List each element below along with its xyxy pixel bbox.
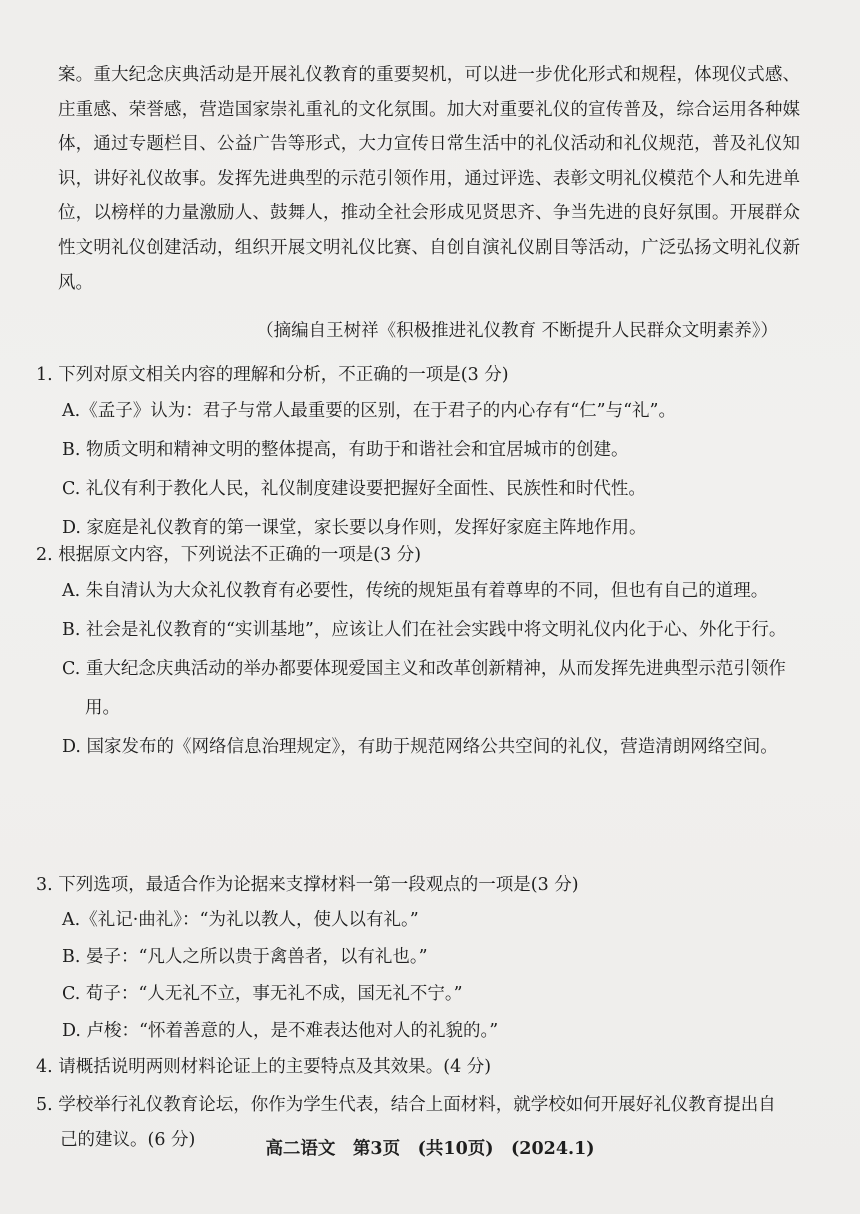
question-stem: 2. 根据原文内容，下列说法不正确的一项是(3 分) xyxy=(36,545,422,565)
passage-paragraph: 案。重大纪念庆典活动是开展礼仪教育的重要契机，可以进一步优化形式和规程，体现仪式感、庄重感、荣誉感，营造国家崇礼重礼的文化氛围。加大对重要礼仪的宣传普及，综合运用各种媒体，通过专题栏目、公益广告等形式，大力宣传日常生活中的礼仪活动和礼仪规范，普及礼仪知识，讲好礼仪故事。发挥先进典型的示范引领作用，通过评选、表彰文明礼仪模范个人和先进单位，以榜样的力量激励人、鼓舞人，推动全社会形成见贤思齐、争当先进的良好氛围。开展群众性文明礼仪创建活动，组织开展文明礼仪比赛、自创自演礼仪剧目等活动，广泛弘扬文明礼仪新风。 xyxy=(58,65,800,293)
question-3 xyxy=(36,868,796,1050)
option-b: B. 社会是礼仪教育的“实训基地”，应该让人们在社会实践中将文明礼仪内化于心、外化于行。 xyxy=(62,620,787,640)
option-b: B. 晏子：“凡人之所以贵于禽兽者，以有礼也。” xyxy=(62,947,428,967)
option-a: A. 朱自清认为大众礼仪教育有必要性，传统的规矩虽有着尊卑的不同，但也有自己的道理。 xyxy=(62,581,769,601)
option-c: C. 重大纪念庆典活动的举办都要体现爱国主义和改革创新精神，从而发挥先进典型示范引领作用。 xyxy=(62,659,786,718)
question-4 xyxy=(36,1050,796,1084)
question-stem: 5. 学校举行礼仪教育论坛，你作为学生代表，结合上面材料，就学校如何开展好礼仪教育提出自己的建议。(6 分) xyxy=(36,1095,776,1150)
option-d: D. 卢梭：“怀着善意的人，是不难表达他对人的礼貌的。” xyxy=(62,1021,499,1041)
question-stem: 3. 下列选项，最适合作为论据来支撑材料一第一段观点的一项是(3 分) xyxy=(36,875,579,895)
option-a: A.《礼记·曲礼》：“为礼以教人，使人以有礼。” xyxy=(62,910,419,930)
option-a: A.《孟子》认为：君子与常人最重要的区别，在于君子的内心存有“仁”与“礼”。 xyxy=(62,401,676,421)
question-stem: 4. 请概括说明两则材料论证上的主要特点及其效果。(4 分) xyxy=(36,1057,492,1077)
option-c: C. 荀子：“人无礼不立，事无礼不成，国无礼不宁。” xyxy=(62,984,463,1004)
passage-source: （摘编自王树祥《积极推进礼仪教育 不断提升人民群众文明素养》） xyxy=(256,321,778,341)
page-footer: 高二语文 第3页 (共10页) (2024.1) xyxy=(265,1139,595,1159)
option-d: D. 家庭是礼仪教育的第一课堂，家长要以身作则，发挥好家庭主阵地作用。 xyxy=(62,518,647,538)
question-1 xyxy=(36,358,796,548)
question-2 xyxy=(36,538,796,767)
option-b: B. 物质文明和精神文明的整体提高，有助于和谐社会和宜居城市的创建。 xyxy=(62,440,629,460)
option-d: D. 国家发布的《网络信息治理规定》，有助于规范网络公共空间的礼仪，营造清朗网络空间。 xyxy=(62,737,778,757)
option-c: C. 礼仪有利于教化人民，礼仪制度建设要把握好全面性、民族性和时代性。 xyxy=(62,479,646,499)
question-stem: 1. 下列对原文相关内容的理解和分析，不正确的一项是(3 分) xyxy=(36,365,509,385)
